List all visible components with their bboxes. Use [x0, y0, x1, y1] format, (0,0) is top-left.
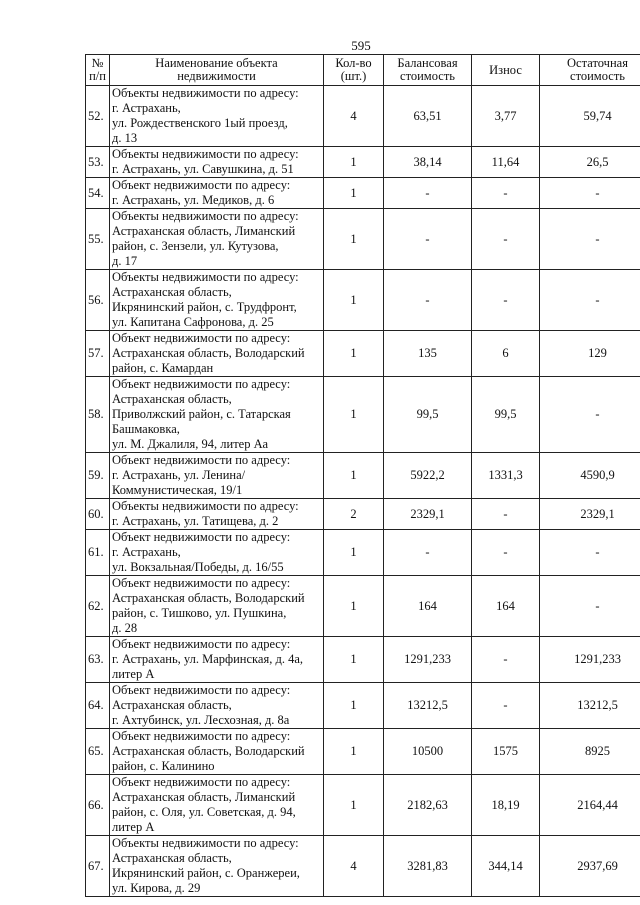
row-number: 54. [86, 178, 110, 209]
row-object-name: Объект недвижимости по адресу: Астраханская область, Володарский район, с. Тишково, ул. Пушкина, д. 28 [110, 576, 324, 637]
row-number: 59. [86, 453, 110, 499]
row-wear: 164 [472, 576, 540, 637]
row-residual-value: 2937,69 [540, 836, 640, 897]
row-balance-value: - [384, 270, 472, 331]
row-balance-value: 99,5 [384, 377, 472, 453]
row-balance-value: 1291,233 [384, 637, 472, 683]
row-object-name: Объект недвижимости по адресу: г. Астрахань, ул. Ленина/ Коммунистическая, 19/1 [110, 453, 324, 499]
table-row [86, 377, 640, 453]
row-wear: - [472, 637, 540, 683]
row-wear: - [472, 499, 540, 530]
row-number: 61. [86, 530, 110, 576]
row-object-name: Объект недвижимости по адресу: Астраханская область, Лиманский район, с. Оля, ул. Советская, д. 94, литер А [110, 775, 324, 836]
row-number: 52. [86, 86, 110, 147]
row-residual-value: 13212,5 [540, 683, 640, 729]
row-residual-value: - [540, 178, 640, 209]
row-object-name: Объект недвижимости по адресу: Астраханская область, Володарский район, с. Калинино [110, 729, 324, 775]
row-residual-value: 59,74 [540, 86, 640, 147]
row-balance-value: 2329,1 [384, 499, 472, 530]
row-object-name: Объекты недвижимости по адресу: г. Астрахань, ул. Татищева, д. 2 [110, 499, 324, 530]
row-wear: 344,14 [472, 836, 540, 897]
table-row [86, 576, 640, 637]
row-wear: - [472, 530, 540, 576]
row-wear: 18,19 [472, 775, 540, 836]
header-wear: Износ [472, 55, 540, 86]
table-row [86, 836, 640, 897]
row-number: 60. [86, 499, 110, 530]
table-row [86, 775, 640, 836]
row-balance-value: - [384, 530, 472, 576]
row-wear: - [472, 270, 540, 331]
table-row [86, 178, 640, 209]
row-wear: 1331,3 [472, 453, 540, 499]
row-residual-value: 2329,1 [540, 499, 640, 530]
row-quantity: 4 [324, 836, 384, 897]
table-row [86, 729, 640, 775]
row-balance-value: 38,14 [384, 147, 472, 178]
table-row [86, 86, 640, 147]
row-quantity: 1 [324, 209, 384, 270]
row-residual-value: 2164,44 [540, 775, 640, 836]
header-balance: Балансовая стоимость [384, 55, 472, 86]
row-number: 66. [86, 775, 110, 836]
row-balance-value: 10500 [384, 729, 472, 775]
property-table [85, 54, 640, 897]
row-wear: 3,77 [472, 86, 540, 147]
row-object-name: Объекты недвижимости по адресу: г. Астрахань, ул. Савушкина, д. 51 [110, 147, 324, 178]
row-balance-value: 63,51 [384, 86, 472, 147]
row-residual-value: - [540, 270, 640, 331]
row-quantity: 1 [324, 453, 384, 499]
row-quantity: 1 [324, 147, 384, 178]
row-balance-value: 135 [384, 331, 472, 377]
row-number: 53. [86, 147, 110, 178]
row-number: 62. [86, 576, 110, 637]
row-number: 65. [86, 729, 110, 775]
row-quantity: 1 [324, 637, 384, 683]
row-balance-value: 164 [384, 576, 472, 637]
row-object-name: Объект недвижимости по адресу: Астраханская область, Володарский район, с. Камардан [110, 331, 324, 377]
header-name: Наименование объекта недвижимости [110, 55, 324, 86]
header-residual: Остаточная стоимость [540, 55, 640, 86]
row-balance-value: 3281,83 [384, 836, 472, 897]
row-quantity: 2 [324, 499, 384, 530]
row-quantity: 4 [324, 86, 384, 147]
row-wear: - [472, 209, 540, 270]
row-residual-value: 4590,9 [540, 453, 640, 499]
row-wear: 1575 [472, 729, 540, 775]
row-object-name: Объект недвижимости по адресу: г. Астрахань, ул. Марфинская, д. 4а, литер А [110, 637, 324, 683]
table-header-row [86, 55, 640, 86]
row-quantity: 1 [324, 377, 384, 453]
row-object-name: Объекты недвижимости по адресу: Астраханская область, Икрянинский район, с. Трудфронт, ул. Капитана Сафронова, д. 25 [110, 270, 324, 331]
row-balance-value: - [384, 209, 472, 270]
row-object-name: Объект недвижимости по адресу: г. Астрахань, ул. Медиков, д. 6 [110, 178, 324, 209]
row-residual-value: 26,5 [540, 147, 640, 178]
header-num: № п/п [86, 55, 110, 86]
row-number: 67. [86, 836, 110, 897]
table-row [86, 147, 640, 178]
table-row [86, 270, 640, 331]
row-quantity: 1 [324, 178, 384, 209]
row-wear: - [472, 178, 540, 209]
row-quantity: 1 [324, 530, 384, 576]
row-residual-value: - [540, 530, 640, 576]
row-quantity: 1 [324, 683, 384, 729]
row-quantity: 1 [324, 775, 384, 836]
row-residual-value: - [540, 209, 640, 270]
row-object-name: Объект недвижимости по адресу: Астраханская область, Приволжский район, с. Татарская Башмаковка, ул. М. Джалиля, 94, литер Аа [110, 377, 324, 453]
row-residual-value: 1291,233 [540, 637, 640, 683]
row-number: 56. [86, 270, 110, 331]
row-quantity: 1 [324, 331, 384, 377]
row-quantity: 1 [324, 270, 384, 331]
row-quantity: 1 [324, 729, 384, 775]
row-balance-value: 2182,63 [384, 775, 472, 836]
row-object-name: Объект недвижимости по адресу: Астраханская область, г. Ахтубинск, ул. Лесхозная, д. 8а [110, 683, 324, 729]
table-row [86, 683, 640, 729]
row-balance-value: 13212,5 [384, 683, 472, 729]
table-row [86, 637, 640, 683]
row-balance-value: 5922,2 [384, 453, 472, 499]
row-residual-value: - [540, 377, 640, 453]
row-quantity: 1 [324, 576, 384, 637]
table-row [86, 530, 640, 576]
page-number: 595 [351, 38, 371, 53]
header-qty: Кол-во (шт.) [324, 55, 384, 86]
row-number: 64. [86, 683, 110, 729]
row-wear: 6 [472, 331, 540, 377]
row-object-name: Объект недвижимости по адресу: г. Астрахань, ул. Вокзальная/Победы, д. 16/55 [110, 530, 324, 576]
row-residual-value: - [540, 576, 640, 637]
row-number: 63. [86, 637, 110, 683]
table-row [86, 209, 640, 270]
table-row [86, 331, 640, 377]
row-wear: 11,64 [472, 147, 540, 178]
row-object-name: Объекты недвижимости по адресу: Астраханская область, Лиманский район, с. Зензели, ул. Кутузова, д. 17 [110, 209, 324, 270]
row-object-name: Объекты недвижимости по адресу: г. Астрахань, ул. Рождественского 1ый проезд, д. 13 [110, 86, 324, 147]
row-number: 58. [86, 377, 110, 453]
table-row [86, 499, 640, 530]
row-balance-value: - [384, 178, 472, 209]
row-object-name: Объекты недвижимости по адресу: Астраханская область, Икрянинский район, с. Оранжереи, ул. Кирова, д. 29 [110, 836, 324, 897]
row-number: 57. [86, 331, 110, 377]
row-number: 55. [86, 209, 110, 270]
table-row [86, 453, 640, 499]
row-residual-value: 129 [540, 331, 640, 377]
row-wear: 99,5 [472, 377, 540, 453]
table-body [86, 86, 640, 897]
row-wear: - [472, 683, 540, 729]
row-residual-value: 8925 [540, 729, 640, 775]
